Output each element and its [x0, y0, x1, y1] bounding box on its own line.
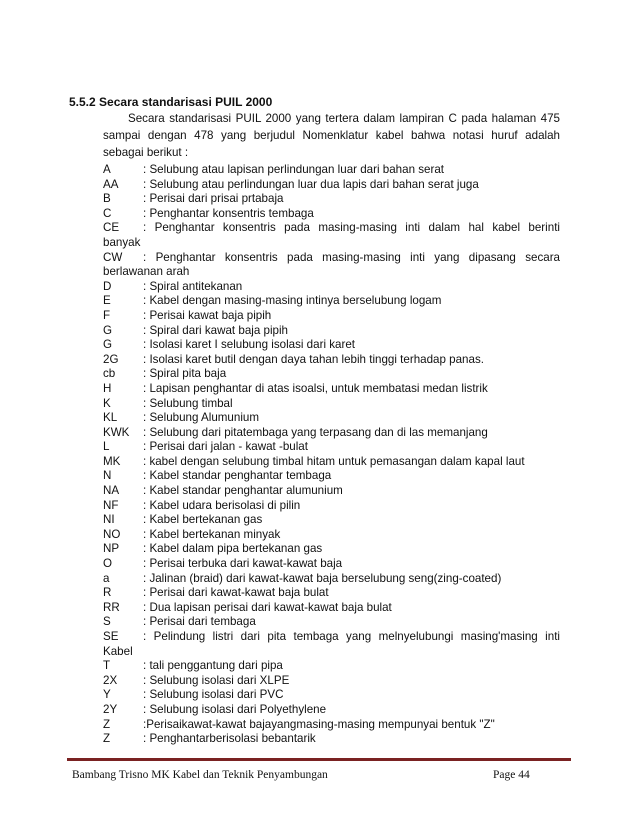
notation-description: : Jalinan (braid) dari kawat-kawat baja berselubung seng(zing-coated) [143, 571, 502, 585]
notation-code: NI [103, 513, 115, 527]
notation-description: : Selubung atau perlindungan luar dua lapis dari bahan serat juga [143, 177, 479, 191]
notation-description: : Penghantarberisolasi bebantarik [143, 732, 316, 746]
definition-row [103, 528, 560, 543]
definition-row [103, 455, 560, 470]
notation-description: : Perisai dari tembaga [143, 615, 256, 629]
definition-row [103, 280, 560, 295]
definition-row [103, 397, 560, 412]
notation-description: : tali penggantung dari pipa [143, 659, 283, 673]
notation-description: : Perisai dari prisai prtabaja [143, 192, 284, 206]
notation-description: : Kabel dalam pipa bertekanan gas [143, 542, 323, 556]
definition-row [103, 499, 560, 514]
definition-row [103, 324, 560, 339]
definition-row [103, 251, 560, 266]
notation-description: :Perisaikawat-kawat bajayangmasing-masing mempunyai bentuk "Z" [143, 717, 495, 731]
notation-code: cb [103, 367, 116, 381]
definition-row [103, 294, 560, 309]
definition-row [103, 309, 560, 324]
notation-description: : Isolasi karet butil dengan daya tahan lebih tinggi terhadap panas. [143, 352, 484, 366]
notation-description: : Selubung Alumunium [143, 411, 260, 425]
notation-description: : Kabel bertekanan minyak [143, 527, 281, 541]
notation-code: NP [103, 542, 120, 556]
description-continuation: berlawanan arah [103, 265, 190, 279]
notation-description: : Selubung isolasi dari Polyethylene [143, 702, 327, 716]
notation-code: G [103, 323, 113, 337]
notation-description: : Isolasi karet I selubung isolasi dari karet [143, 338, 356, 352]
notation-code: NO [103, 527, 121, 541]
definition-row [103, 192, 560, 207]
definition-row [103, 440, 560, 455]
intro-paragraph [103, 110, 560, 161]
notation-code: Y [103, 688, 111, 702]
notation-code: B [103, 192, 111, 206]
notation-code: Z [103, 732, 111, 746]
notation-code: E [103, 294, 111, 308]
notation-description: : Perisai dari jalan - kawat -bulat [143, 440, 308, 454]
notation-code: H [103, 381, 112, 395]
notation-description: : Selubung timbal [143, 396, 233, 410]
notation-code: 2X [103, 673, 118, 687]
notation-description: : Penghantar konsentris pada masing-masing inti yang dipasang secara [143, 250, 560, 264]
notation-description: : Kabel udara berisolasi di pilin [143, 498, 301, 512]
notation-description: : Kabel standar penghantar tembaga [143, 469, 332, 483]
notation-description: : Lapisan penghantar di atas isoalsi, untuk membatasi medan listrik [143, 381, 488, 395]
notation-description: : Spiral dari kawat baja pipih [143, 323, 289, 337]
definition-row [103, 703, 560, 718]
footer-title: Bambang Trisno MK Kabel dan Teknik Penyambungan [72, 769, 328, 781]
definition-row [103, 615, 560, 630]
notation-description: : Kabel bertekanan gas [143, 513, 263, 527]
notation-code: a [103, 571, 110, 585]
notation-code: Z [103, 717, 111, 731]
notation-description: : Selubung isolasi dari PVC [143, 688, 284, 702]
notation-code: CW [103, 250, 123, 264]
notation-code: G [103, 338, 113, 352]
definition-row [103, 732, 560, 747]
definition-row [103, 382, 560, 397]
definition-row [103, 484, 560, 499]
definition-row [103, 513, 560, 528]
notation-code: RR [103, 600, 120, 614]
notation-description: : Penghantar konsentris pada masing-masing inti dalam hal kabel berinti [143, 221, 560, 235]
notation-code: MK [103, 454, 121, 468]
definition-row [103, 178, 560, 193]
definition-row [103, 426, 560, 441]
notation-code: C [103, 206, 112, 220]
notation-code: D [103, 279, 112, 293]
definition-row [103, 338, 560, 353]
notation-code: SE [103, 630, 119, 643]
notation-description: : Spiral antitekanan [143, 279, 243, 293]
notation-code: K [103, 396, 111, 410]
definition-row [103, 221, 560, 236]
definition-row [103, 659, 560, 674]
description-continuation: Kabel [103, 644, 133, 658]
notation-code: KWK [103, 425, 130, 439]
notation-description: : Perisai dari kawat-kawat baja bulat [143, 586, 329, 600]
definition-row [103, 718, 560, 733]
page-number: Page 44 [493, 769, 530, 781]
definition-row [103, 353, 560, 368]
section-heading [69, 95, 272, 109]
definition-row [103, 557, 560, 572]
notation-description: : Selubung atau lapisan perlindungan luar dari bahan serat [143, 163, 445, 176]
notation-description: : Spiral pita baja [143, 367, 227, 381]
definition-row [103, 630, 560, 645]
notation-code: NF [103, 498, 119, 512]
notation-code: R [103, 586, 112, 600]
definition-row [103, 367, 560, 382]
notation-code: AA [103, 177, 119, 191]
notation-list [103, 163, 560, 747]
notation-code: A [103, 163, 111, 176]
notation-description: : Selubung isolasi dari XLPE [143, 673, 290, 687]
definition-row [103, 601, 560, 616]
notation-description: : Perisai terbuka dari kawat-kawat baja [143, 557, 343, 571]
notation-code: 2Y [103, 702, 118, 716]
notation-code: F [103, 308, 111, 322]
definition-row [103, 542, 560, 557]
section-title: Secara standarisasi PUIL 2000 [99, 95, 273, 109]
section-number: 5.5.2 [69, 95, 96, 109]
notation-description: : Penghantar konsentris tembaga [143, 206, 314, 220]
notation-code: CE [103, 221, 120, 235]
definition-row [103, 469, 560, 484]
notation-description: : kabel dengan selubung timbal hitam untuk pemasangan dalam kapal laut [143, 454, 525, 468]
notation-description: : Kabel standar penghantar alumunium [143, 484, 343, 498]
intro-text: Secara standarisasi PUIL 2000 yang tertera dalam lampiran C pada halaman 475 sampai dengan 478 yang berjudul Nomenklatur kabel bahwa notasi huruf adalah sebagai berikut : [103, 112, 560, 159]
definition-row [103, 586, 560, 601]
notation-code: T [103, 659, 111, 673]
definition-row [103, 674, 560, 689]
description-continuation: banyak [103, 235, 141, 249]
definition-row [103, 163, 560, 178]
notation-description: : Dua lapisan perisai dari kawat-kawat baja bulat [143, 600, 392, 614]
notation-code: O [103, 557, 113, 571]
notation-code: N [103, 469, 112, 483]
notation-description: : Kabel dengan masing-masing intinya berselubung logam [143, 294, 442, 308]
notation-code: KL [103, 411, 118, 425]
notation-description: : Pelindung listri dari pita tembaga yang melnyelubungi masing'masing inti [143, 630, 560, 643]
definition-row [103, 411, 560, 426]
notation-description: : Perisai kawat baja pipih [143, 308, 272, 322]
notation-code: L [103, 440, 110, 454]
definition-row [103, 572, 560, 587]
footer-divider [67, 758, 571, 761]
definition-row [103, 688, 560, 703]
notation-code: S [103, 615, 111, 629]
notation-code: NA [103, 484, 120, 498]
notation-description: : Selubung dari pitatembaga yang terpasang dan di las memanjang [143, 425, 488, 439]
notation-code: 2G [103, 352, 119, 366]
definition-row [103, 207, 560, 222]
